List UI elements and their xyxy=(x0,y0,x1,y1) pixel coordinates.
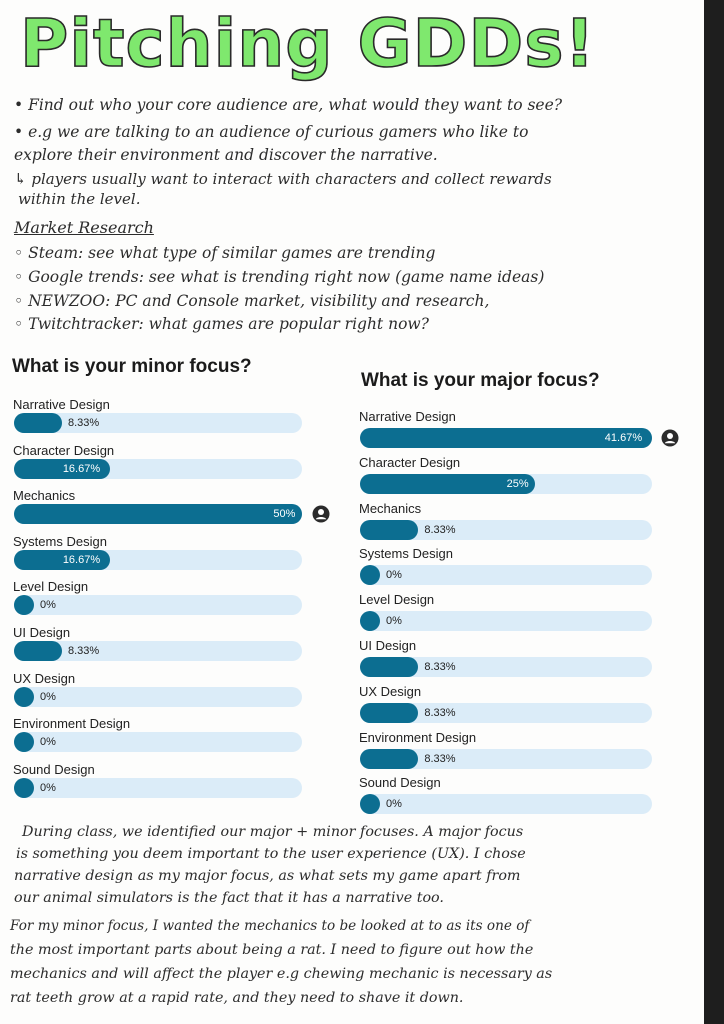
poll-option-percent: 8.33% xyxy=(424,706,456,719)
poll-option-fill xyxy=(360,520,418,540)
poll-option-fill xyxy=(360,657,418,677)
poll-option-label: Sound Design xyxy=(359,775,441,791)
poll-option-bar[interactable] xyxy=(14,732,302,752)
minor-focus-title: What is your minor focus? xyxy=(12,356,252,377)
poll-option-label: Character Design xyxy=(13,442,115,458)
poll-option-bar[interactable] xyxy=(14,687,302,707)
note-line: • e.g we are talking to an audience of curious gamers who like to xyxy=(14,123,529,141)
poll-option-percent: 0% xyxy=(386,569,402,582)
page-title: Pitching GDDs! xyxy=(20,5,596,82)
major-focus-title: What is your major focus? xyxy=(361,370,600,391)
poll-option-fill xyxy=(14,687,34,707)
poll-option-fill xyxy=(14,641,62,661)
note-line: For my minor focus, I wanted the mechanics to be looked at to as its one of xyxy=(10,918,530,934)
poll-option-percent: 16.67% xyxy=(62,553,101,566)
note-line: • Find out who your core audience are, what would they want to see? xyxy=(14,96,563,114)
poll-option-fill xyxy=(360,703,418,723)
poll-option-percent: 0% xyxy=(40,781,56,794)
poll-option-label: UX Design xyxy=(13,670,76,686)
poll-option-percent: 0% xyxy=(40,736,56,749)
poll-option-percent: 50% xyxy=(273,508,296,521)
poll-option-label: Mechanics xyxy=(359,500,422,516)
poll-option-label: Level Design xyxy=(13,579,89,595)
poll-option-label: Narrative Design xyxy=(359,409,456,424)
poll-option-label: UI Design xyxy=(359,638,417,653)
note-line: narrative design as my major focus, as what sets my game apart from xyxy=(14,868,521,884)
poll-option-percent: 8.33% xyxy=(67,417,100,429)
poll-option-label: Systems Design xyxy=(13,533,107,549)
poll-option-label: UI Design xyxy=(13,625,71,640)
poll-option-bar[interactable] xyxy=(14,550,302,570)
note-line: is something you deem important to the user experience (UX). I chose xyxy=(16,846,526,862)
poll-option-percent: 8.33% xyxy=(424,661,456,673)
poll-option-bar[interactable] xyxy=(14,459,302,479)
poll-option-bar[interactable] xyxy=(360,520,652,540)
poll-option-percent: 0% xyxy=(40,599,56,612)
poll-option-bar[interactable] xyxy=(14,595,302,615)
note-line: within the level. xyxy=(18,190,141,208)
note-line: ↳ players usually want to interact with characters and collect rewards xyxy=(14,170,552,188)
note-line: mechanics and will affect the player e.g chewing mechanic is necessary as xyxy=(10,966,553,982)
poll-option-label: Character Design xyxy=(359,454,461,470)
poll-option-bar[interactable] xyxy=(360,428,652,448)
poll-option-percent: 0% xyxy=(40,690,56,703)
poll-option-bar[interactable] xyxy=(360,657,652,677)
note-line: explore their environment and discover the narrative. xyxy=(14,146,438,164)
poll-option-label: Narrative Design xyxy=(13,397,110,412)
market-research-item: ◦ Google trends: see what is trending right now (game name ideas) xyxy=(14,268,545,286)
poll-option-percent: 8.33% xyxy=(424,752,456,765)
poll-option-bar[interactable] xyxy=(14,641,302,661)
poll-option-percent: 41.67% xyxy=(604,432,643,444)
poll-option-bar[interactable] xyxy=(360,474,652,494)
poll-option-fill xyxy=(14,595,34,615)
poll-option-percent: 8.33% xyxy=(424,523,456,536)
poll-option-fill xyxy=(360,749,418,769)
poll-option-fill xyxy=(360,565,380,585)
user-icon xyxy=(661,429,679,447)
poll-option-percent: 16.67% xyxy=(62,462,101,475)
poll-option-percent: 0% xyxy=(386,615,402,628)
poll-option-fill xyxy=(14,778,34,798)
user-icon xyxy=(312,505,330,523)
poll-option-label: Environment Design xyxy=(13,716,131,732)
poll-option-fill xyxy=(14,504,302,524)
poll-option-label: Environment Design xyxy=(359,729,477,745)
poll-option-bar[interactable] xyxy=(14,413,302,433)
poll-option-bar[interactable] xyxy=(360,565,652,585)
poll-option-bar[interactable] xyxy=(360,611,652,631)
poll-option-label: Mechanics xyxy=(13,488,76,504)
poll-option-percent: 25% xyxy=(506,477,529,490)
poll-option-percent: 0% xyxy=(386,798,402,811)
poll-option-bar[interactable] xyxy=(360,794,652,814)
binder-edge xyxy=(704,0,724,1024)
note-line: our animal simulators is the fact that it has a narrative too. xyxy=(14,890,444,906)
poll-option-bar[interactable] xyxy=(14,504,302,524)
poll-option-label: Systems Design xyxy=(359,546,453,562)
poll-option-label: Level Design xyxy=(359,592,435,608)
market-research-item: ◦ Steam: see what type of similar games are trending xyxy=(14,244,436,262)
poll-option-bar[interactable] xyxy=(360,749,652,769)
market-research-heading: Market Research xyxy=(14,218,154,237)
poll-option-bar[interactable] xyxy=(14,778,302,798)
poll-option-bar[interactable] xyxy=(360,703,652,723)
poll-option-fill xyxy=(14,732,34,752)
poll-option-fill xyxy=(14,413,62,433)
poll-option-fill xyxy=(360,794,380,814)
market-research-item: ◦ NEWZOO: PC and Console market, visibility and research, xyxy=(14,292,490,310)
poll-option-label: Sound Design xyxy=(13,761,95,777)
note-line: the most important parts about being a rat. I need to figure out how the xyxy=(10,942,534,958)
poll-option-percent: 8.33% xyxy=(67,645,100,657)
note-line: During class, we identified our major + minor focuses. A major focus xyxy=(22,824,524,840)
market-research-item: ◦ Twitchtracker: what games are popular right now? xyxy=(14,315,429,333)
poll-option-fill xyxy=(360,611,380,631)
note-line: rat teeth grow at a rapid rate, and they need to shave it down. xyxy=(10,990,464,1006)
poll-option-label: UX Design xyxy=(359,683,422,699)
